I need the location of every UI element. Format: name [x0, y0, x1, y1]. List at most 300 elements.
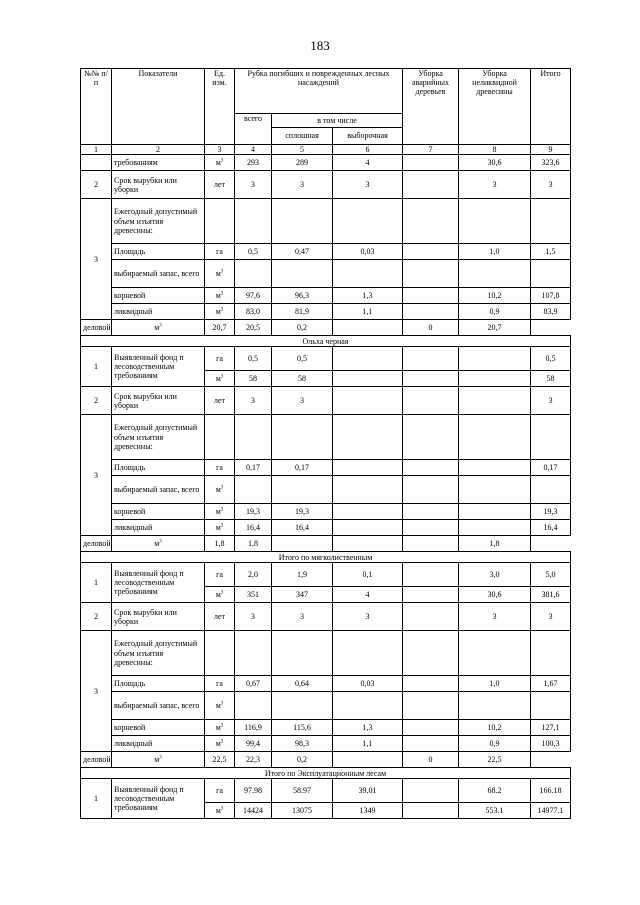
value-cell — [403, 460, 459, 476]
value-cell — [403, 387, 459, 415]
value-cell: 0,67 — [235, 676, 272, 692]
unit-cell — [205, 288, 235, 304]
col-num: 6 — [333, 145, 403, 155]
table-row — [81, 347, 571, 371]
value-cell: 3 — [235, 387, 272, 415]
value-cell — [459, 460, 531, 476]
row-label: Площадь — [112, 676, 205, 692]
row-label: Выявленный фонд п лесоводственным требованиям — [112, 779, 205, 819]
value-cell — [403, 563, 459, 587]
unit-cell: га — [205, 460, 235, 476]
value-cell: 1,1 — [333, 304, 403, 320]
unit-cell — [205, 199, 235, 244]
unit-label: м — [215, 291, 221, 301]
table-row — [81, 779, 571, 803]
col-num: 9 — [531, 145, 571, 155]
value-cell: 1,8 — [235, 536, 272, 552]
value-cell: 1,67 — [531, 676, 571, 692]
value-cell: 10,2 — [459, 288, 531, 304]
value-cell: 3 — [272, 603, 333, 631]
value-cell: 16,4 — [235, 520, 272, 536]
value-cell: 0 — [403, 752, 459, 768]
row-number: 2 — [81, 603, 112, 631]
value-cell: 58 — [531, 371, 571, 387]
value-cell — [403, 199, 459, 244]
value-cell: 19,3 — [531, 504, 571, 520]
row-label: Ежегодный допустимый объем изъятия древесины: — [112, 631, 205, 676]
value-cell: 553.1 — [459, 803, 531, 819]
value-cell — [333, 752, 403, 768]
row-label: Срок вырубки или уборки — [112, 387, 205, 415]
value-cell — [272, 692, 333, 720]
value-cell — [333, 415, 403, 460]
row-label: ликвидный — [112, 304, 205, 320]
table-row — [81, 720, 571, 736]
row-number: 2 — [81, 171, 112, 199]
value-cell — [459, 387, 531, 415]
value-cell: 39.01 — [333, 779, 403, 803]
value-cell: 0,03 — [333, 676, 403, 692]
table-row — [81, 692, 571, 720]
value-cell — [403, 536, 459, 552]
table-row — [81, 563, 571, 587]
section-row — [81, 336, 571, 347]
row-label: Площадь — [112, 244, 205, 260]
value-cell: 0,5 — [531, 347, 571, 371]
value-cell: 0,17 — [531, 460, 571, 476]
value-cell — [333, 520, 403, 536]
row-label: Выявленный фонд п лесоводственным требованиям — [112, 563, 205, 603]
unit-cell — [205, 260, 235, 288]
value-cell — [333, 504, 403, 520]
section-title: Итого по Эксплуатационным лесам — [81, 768, 571, 779]
value-cell: 2,0 — [235, 563, 272, 587]
value-cell — [333, 347, 403, 371]
unit-exponent: 3 — [220, 723, 224, 729]
unit-exponent: 3 — [220, 269, 224, 275]
value-cell: 1,9 — [272, 563, 333, 587]
value-cell: 68.2 — [459, 779, 531, 803]
row-label: Площадь — [112, 460, 205, 476]
unit-label: м — [215, 485, 221, 495]
row-number: 3 — [81, 415, 112, 536]
value-cell: 0,03 — [333, 244, 403, 260]
value-cell — [403, 155, 459, 171]
value-cell — [531, 415, 571, 460]
value-cell — [403, 371, 459, 387]
unit-cell — [205, 692, 235, 720]
value-cell: 16,4 — [272, 520, 333, 536]
unit-cell: га — [205, 676, 235, 692]
value-cell — [403, 520, 459, 536]
unit-exponent: 3 — [220, 739, 224, 745]
unit-label: м — [154, 539, 160, 549]
value-cell: 14977.1 — [531, 803, 571, 819]
row-label: Ежегодный допустимый объем изъятия древесины: — [112, 199, 205, 244]
table-header — [81, 69, 571, 155]
value-cell — [272, 536, 333, 552]
value-cell — [272, 476, 333, 504]
table-row — [81, 155, 571, 171]
value-cell: 0,17 — [235, 460, 272, 476]
value-cell: 0,5 — [235, 347, 272, 371]
value-cell — [403, 171, 459, 199]
col-num: 8 — [459, 145, 531, 155]
value-cell — [403, 779, 459, 803]
header-v-tom-chisle: в том числе — [272, 114, 403, 128]
unit-cell: га — [205, 563, 235, 587]
section-row — [81, 552, 571, 563]
header-nelikv: Уборка неликвидной древесины — [459, 69, 531, 145]
unit-cell: га — [205, 244, 235, 260]
unit-cell: га — [205, 347, 235, 371]
value-cell: 3 — [531, 171, 571, 199]
row-label: Ежегодный допустимый объем изъятия древесины: — [112, 415, 205, 460]
table-row — [81, 752, 571, 768]
column-numbers-row — [81, 145, 571, 155]
value-cell: 1,0 — [459, 244, 531, 260]
header-itogo: Итого — [531, 69, 571, 145]
value-cell: 19,3 — [235, 504, 272, 520]
table-row — [81, 476, 571, 504]
value-cell — [272, 415, 333, 460]
value-cell: 1,3 — [333, 720, 403, 736]
col-num: 4 — [235, 145, 272, 155]
value-cell — [333, 631, 403, 676]
unit-cell — [205, 504, 235, 520]
unit-exponent: 3 — [159, 539, 162, 545]
table-row — [81, 504, 571, 520]
header-pokazateli: Показатели — [112, 69, 205, 145]
unit-cell: лет — [205, 603, 235, 631]
value-cell — [403, 603, 459, 631]
value-cell: 99,4 — [235, 736, 272, 752]
value-cell — [272, 631, 333, 676]
value-cell: 0 — [403, 320, 459, 336]
value-cell — [333, 387, 403, 415]
value-cell — [459, 260, 531, 288]
unit-label: м — [215, 723, 221, 733]
value-cell: 115,6 — [272, 720, 333, 736]
unit-exponent: 3 — [220, 507, 224, 513]
table-row — [81, 244, 571, 260]
value-cell: 0,17 — [272, 460, 333, 476]
unit-cell — [112, 536, 205, 552]
value-cell — [403, 587, 459, 603]
unit-cell — [205, 736, 235, 752]
value-cell: 22,5 — [459, 752, 531, 768]
value-cell: 0,1 — [333, 563, 403, 587]
value-cell: 20,7 — [205, 320, 235, 336]
header-num: №№ п/п — [81, 69, 112, 145]
row-number: 1 — [81, 347, 112, 387]
value-cell: 20,5 — [235, 320, 272, 336]
value-cell: 22,3 — [235, 752, 272, 768]
row-label: Срок вырубки или уборки — [112, 603, 205, 631]
value-cell: 58 — [272, 371, 333, 387]
value-cell: 98,3 — [272, 736, 333, 752]
value-cell: 351 — [235, 587, 272, 603]
header-vsego: всего — [235, 114, 272, 145]
row-label: деловой — [81, 536, 112, 552]
value-cell: 1349 — [333, 803, 403, 819]
value-cell: 0,2 — [272, 320, 333, 336]
value-cell: 3 — [272, 171, 333, 199]
row-number: 2 — [81, 387, 112, 415]
value-cell: 1,3 — [333, 288, 403, 304]
unit-exponent: 3 — [220, 158, 224, 164]
table-row — [81, 260, 571, 288]
value-cell: 127,1 — [531, 720, 571, 736]
value-cell: 58 — [235, 371, 272, 387]
value-cell: 323,6 — [531, 155, 571, 171]
value-cell: 381,6 — [531, 587, 571, 603]
row-number: 3 — [81, 199, 112, 320]
value-cell — [459, 199, 531, 244]
table-row — [81, 304, 571, 320]
row-label: деловой — [81, 320, 112, 336]
value-cell — [403, 692, 459, 720]
value-cell — [531, 631, 571, 676]
value-cell — [531, 692, 571, 720]
unit-exponent: 3 — [220, 806, 224, 812]
unit-cell — [205, 371, 235, 387]
value-cell — [459, 692, 531, 720]
row-number — [81, 155, 112, 171]
value-cell: 166.18 — [531, 779, 571, 803]
row-label: выбираемый запас, всего — [112, 260, 205, 288]
row-label: выбираемый запас, всего — [112, 476, 205, 504]
value-cell: 116,9 — [235, 720, 272, 736]
value-cell: 3 — [272, 387, 333, 415]
unit-cell — [112, 320, 205, 336]
unit-exponent: 3 — [159, 323, 162, 329]
unit-exponent: 3 — [220, 523, 224, 529]
value-cell: 20,7 — [459, 320, 531, 336]
value-cell: 0,9 — [459, 736, 531, 752]
unit-label: м — [215, 523, 221, 533]
value-cell — [403, 288, 459, 304]
value-cell: 100,3 — [531, 736, 571, 752]
row-label: ликвидный — [112, 520, 205, 536]
value-cell: 3 — [531, 387, 571, 415]
value-cell: 97,6 — [235, 288, 272, 304]
unit-exponent: 3 — [220, 307, 224, 313]
value-cell — [459, 347, 531, 371]
header-sploshnaya: сплошная — [272, 128, 333, 145]
table-row — [81, 536, 571, 552]
value-cell — [333, 476, 403, 504]
value-cell — [459, 415, 531, 460]
value-cell — [403, 676, 459, 692]
value-cell — [235, 415, 272, 460]
unit-cell — [205, 155, 235, 171]
value-cell — [459, 504, 531, 520]
value-cell — [333, 260, 403, 288]
value-cell: 0,64 — [272, 676, 333, 692]
value-cell: 30,6 — [459, 155, 531, 171]
value-cell: 5,0 — [531, 563, 571, 587]
value-cell: 0,47 — [272, 244, 333, 260]
table-row — [81, 171, 571, 199]
table-row — [81, 603, 571, 631]
value-cell — [235, 199, 272, 244]
table-row — [81, 520, 571, 536]
value-cell — [235, 631, 272, 676]
value-cell: 293 — [235, 155, 272, 171]
table-row — [81, 320, 571, 336]
value-cell: 3 — [531, 603, 571, 631]
value-cell — [333, 371, 403, 387]
unit-exponent: 3 — [220, 291, 224, 297]
data-table — [80, 68, 571, 819]
row-label: деловой — [81, 752, 112, 768]
unit-label: м — [215, 374, 221, 384]
value-cell — [333, 536, 403, 552]
value-cell — [459, 520, 531, 536]
table-row — [81, 676, 571, 692]
unit-label: м — [154, 755, 160, 765]
value-cell — [531, 476, 571, 504]
col-num: 1 — [81, 145, 112, 155]
value-cell — [403, 260, 459, 288]
row-number: 1 — [81, 563, 112, 603]
value-cell — [459, 631, 531, 676]
unit-label: м — [215, 701, 221, 711]
col-num: 3 — [205, 145, 235, 155]
value-cell: 22,5 — [205, 752, 235, 768]
row-label: корневой — [112, 504, 205, 520]
value-cell — [403, 803, 459, 819]
value-cell — [235, 476, 272, 504]
value-cell — [403, 504, 459, 520]
row-label: выбираемый запас, всего — [112, 692, 205, 720]
table-row — [81, 387, 571, 415]
value-cell: 13075 — [272, 803, 333, 819]
value-cell: 3,0 — [459, 563, 531, 587]
row-label: ликвидный — [112, 736, 205, 752]
header-rubka: Рубка погибших и поврежденных лесных насаждений — [235, 69, 403, 114]
value-cell: 3 — [459, 603, 531, 631]
table-row — [81, 736, 571, 752]
row-label: корневой — [112, 288, 205, 304]
value-cell — [333, 199, 403, 244]
value-cell: 1,8 — [205, 536, 235, 552]
unit-cell — [112, 752, 205, 768]
section-title: Итого по мягколиственным — [81, 552, 571, 563]
value-cell: 14424 — [235, 803, 272, 819]
value-cell — [333, 692, 403, 720]
unit-cell: лет — [205, 387, 235, 415]
value-cell: 289 — [272, 155, 333, 171]
value-cell: 3 — [235, 603, 272, 631]
value-cell: 1,1 — [333, 736, 403, 752]
value-cell: 107,8 — [531, 288, 571, 304]
header-unit: Ед. изм. — [205, 69, 235, 145]
row-number: 3 — [81, 631, 112, 752]
value-cell — [235, 692, 272, 720]
value-cell: 97.98 — [235, 779, 272, 803]
unit-cell — [205, 720, 235, 736]
header-vyborochnaya: выборочная — [333, 128, 403, 145]
value-cell: 3 — [235, 171, 272, 199]
value-cell: 96,3 — [272, 288, 333, 304]
value-cell — [272, 199, 333, 244]
unit-exponent: 3 — [220, 485, 224, 491]
value-cell: 58.97 — [272, 779, 333, 803]
page-number: 183 — [310, 38, 330, 53]
value-cell: 1,5 — [531, 244, 571, 260]
value-cell: 83,0 — [235, 304, 272, 320]
unit-cell — [205, 520, 235, 536]
value-cell — [272, 260, 333, 288]
table-row — [81, 415, 571, 460]
unit-label: м — [215, 158, 221, 168]
col-num: 2 — [112, 145, 205, 155]
value-cell — [403, 244, 459, 260]
unit-cell — [205, 631, 235, 676]
row-number: 1 — [81, 779, 112, 819]
value-cell — [403, 720, 459, 736]
value-cell — [531, 199, 571, 244]
row-label: корневой — [112, 720, 205, 736]
table-body — [81, 155, 571, 819]
row-label: Выявленный фонд п лесоводственным требованиям — [112, 347, 205, 387]
unit-cell — [205, 415, 235, 460]
value-cell — [531, 260, 571, 288]
value-cell: 10,2 — [459, 720, 531, 736]
unit-label: м — [215, 507, 221, 517]
table-row — [81, 288, 571, 304]
col-num: 5 — [272, 145, 333, 155]
value-cell: 16,4 — [531, 520, 571, 536]
value-cell — [403, 415, 459, 460]
unit-cell: га — [205, 779, 235, 803]
value-cell: 1,8 — [459, 536, 531, 552]
value-cell: 3 — [459, 171, 531, 199]
table-row — [81, 460, 571, 476]
unit-cell — [205, 476, 235, 504]
row-label: Срок вырубки или уборки — [112, 171, 205, 199]
value-cell: 30,6 — [459, 587, 531, 603]
value-cell — [333, 460, 403, 476]
value-cell: 3 — [333, 171, 403, 199]
unit-exponent: 3 — [220, 374, 224, 380]
unit-label: м — [215, 307, 221, 317]
unit-cell — [205, 304, 235, 320]
section-title: Ольха черная — [81, 336, 571, 347]
unit-cell: лет — [205, 171, 235, 199]
value-cell: 19,3 — [272, 504, 333, 520]
unit-exponent: 3 — [220, 590, 224, 596]
value-cell: 4 — [333, 155, 403, 171]
unit-exponent: 3 — [159, 755, 162, 761]
table-row — [81, 631, 571, 676]
value-cell — [403, 347, 459, 371]
value-cell: 0,9 — [459, 304, 531, 320]
value-cell — [403, 476, 459, 504]
section-row — [81, 768, 571, 779]
value-cell: 347 — [272, 587, 333, 603]
value-cell — [403, 631, 459, 676]
value-cell — [403, 304, 459, 320]
header-avar: Уборка аварийных деревьев — [403, 69, 459, 145]
unit-label: м — [154, 323, 160, 333]
value-cell: 83,9 — [531, 304, 571, 320]
value-cell: 81,9 — [272, 304, 333, 320]
unit-cell — [205, 587, 235, 603]
value-cell — [459, 371, 531, 387]
